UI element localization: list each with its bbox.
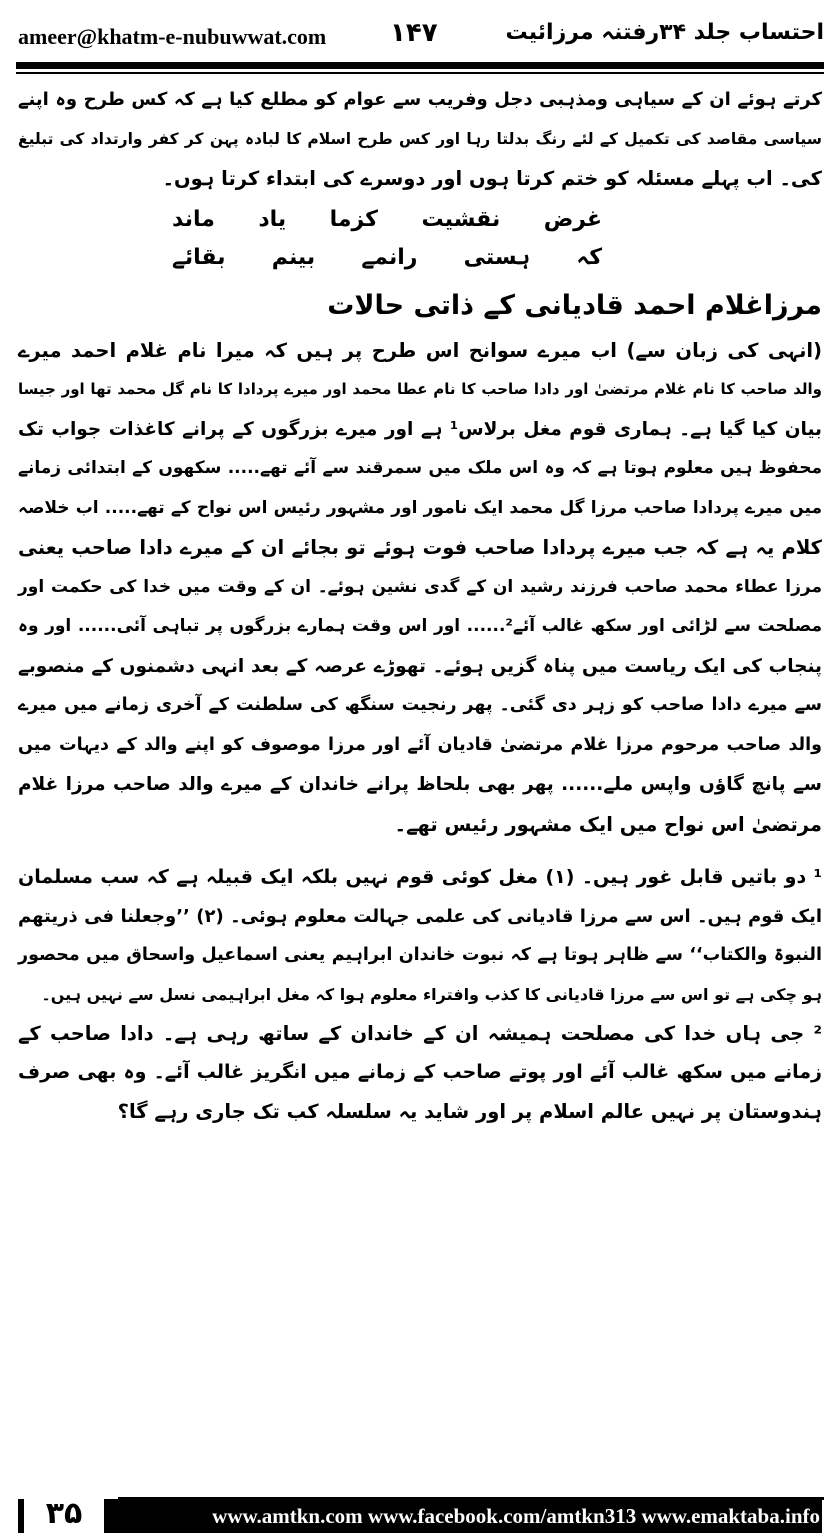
text-line: محفوظ ہیں معلوم ہوتا ہے کہ وہ اس ملک میں سمرقند سے آئے تھے..... سکھوں کے ابتدائی زمانے (18, 458, 822, 478)
footnote-2 (18, 1014, 822, 1131)
intro-paragraph (18, 80, 822, 199)
text-line: مرتضیٰ اس نواح میں ایک مشہور رئیس تھے۔ (394, 812, 822, 836)
text-line: کی۔ اب پہلے مسئلہ کو ختم کرتا ہوں اور دوسرے کی ابتداء کرتا ہوں۔ (162, 167, 822, 190)
text-line: کرتے ہوئے ان کے سیاہی ومذہبی دجل وفریب سے عوام کو مطلع کیا ہے کہ کس طرح وہ اپنے (18, 89, 822, 110)
persian-couplet (172, 201, 602, 277)
header-page-number: ۱۴۷ (390, 18, 438, 48)
text-line: ایک قوم ہیں۔ اس سے مرزا قادیانی کی علمی جہالت معلوم ہوئی۔ (۲) ’’وجعلنا فی ذریتھم (18, 906, 822, 927)
section-heading: مرزاغلام احمد قادیانی کے ذاتی حالات (327, 289, 822, 321)
text-line: ہندوستان پر نہیں عالم اسلام پر اور شاید یہ سلسلہ کب تک جاری رہے گا؟ (117, 1100, 822, 1123)
text-line: (انہی کی زبان سے) اب میرے سوانح اس طرح پر ہیں کہ میرا نام غلام احمد میرے (18, 338, 822, 362)
text-line: والد صاحب کا نام غلام مرتضیٰ اور دادا صاحب کا نام عطا محمد اور میرے پردادا کا نام گل محمد تھا اور جیسا (18, 380, 822, 398)
couplet-line-2 (172, 239, 602, 277)
page-header (18, 8, 824, 50)
header-thick-rule (16, 62, 824, 69)
text-line: کلام یہ ہے کہ جب میرے پردادا صاحب فوت ہوئے تو بجائے ان کے میرے دادا صاحب یعنی (18, 536, 822, 559)
text-line: مصلحت سے لڑائی اور سکھ غالب آئے²...... اور اس وقت ہمارے بزرگوں پر تباہی آئی...... اور وہ (18, 616, 822, 636)
couplet-word: کہ (576, 244, 602, 270)
page-body (18, 80, 822, 1131)
couplet-word: نقشیت (421, 206, 501, 232)
couplet-word: بقائے (172, 244, 226, 270)
text-line: زمانے میں سکھ غالب آئے اور پوتے صاحب کے زمانے میں انگریز غالب آئے۔ وہ بھی صرف (18, 1061, 822, 1083)
running-title: احتساب جلد ۳۴رفتنہ مرزائیت (505, 20, 824, 45)
text-line: مرزا عطاء محمد صاحب فرزند رشید ان کے گدی نشین ہوئے۔ ان کے وقت میں خدا کی حکمت اور (18, 576, 822, 597)
text-line: ¹ دو باتیں قابل غور ہیں۔ (۱) مغل کوئی قوم نہیں بلکہ ایک قبیلہ ہے کہ سب مسلمان (18, 866, 822, 888)
couplet-word: یاد (258, 206, 287, 232)
text-line: پنجاب کی ایک ریاست میں پناہ گزیں ہوئے۔ تھوڑے عرصہ کے بعد انہی دشمنوں کے منصوبے (18, 655, 822, 677)
couplet-word: غرض (543, 206, 602, 232)
couplet-word: ماند (172, 206, 215, 232)
text-line: والد صاحب مرحوم مرزا غلام مرتضیٰ قادیان آئے اور مرزا موصوف کو اپنے والد کے دیہات میں (18, 734, 822, 755)
footnote-1 (18, 858, 822, 1014)
text-line: سے پانچ گاؤں واپس ملے...... پھر بھی بلحاظ پرانے خاندان کے میرے والد صاحب مرزا غلام (18, 774, 822, 795)
text-line: ² جی ہاں خدا کی مصلحت ہمیشہ ان کے خاندان کے ساتھ رہی ہے۔ دادا صاحب کے (18, 1022, 822, 1045)
footer-links[interactable]: www.amtkn.com www.facebook.com/amtkn313 www.emaktaba.info (212, 1504, 820, 1528)
text-line: النبوۃ والکتاب‘‘ سے ظاہر ہوتا ہے کہ نبوت خاندان ابراہیم یعنی اسماعیل واسحاق میں محصور (18, 945, 822, 965)
footnotes (18, 858, 822, 1131)
header-thin-rule (16, 72, 824, 74)
text-line: میں میرے پردادا صاحب مرزا گل محمد ایک نامور اور مشہور رئیس اس نواح کے تھے..... اب خلاصہ (18, 497, 822, 518)
couplet-line-1 (172, 201, 602, 239)
header-email: ameer@khatm-e-nubuwwat.com (18, 24, 327, 49)
couplet-word: کزما (329, 206, 378, 232)
text-line: سیاسی مقاصد کی تکمیل کے لئے رنگ بدلتا رہا اور کس طرح اسلام کا لبادہ پہن کر کفر وارتداد کی تبلیغ (18, 129, 822, 148)
text-line: سے میرے دادا صاحب کو زہر دی گئی۔ پھر رنجیت سنگھ کی سلطنت کے آخری زمانے میں میرے (18, 695, 822, 715)
couplet-word: ہستی (463, 244, 531, 270)
text-line: ہو چکی ہے تو اس سے مرزا قادیانی کا کذب وافتراء معلوم ہوا کہ مغل ابراہیمی نسل سے نہیں ہیں۔ (41, 985, 822, 1004)
couplet-word: رانمے (361, 244, 418, 270)
main-paragraph (18, 331, 822, 845)
couplet-word: بینم (271, 244, 316, 270)
footer-page-number: ۳۵ (24, 1494, 104, 1534)
text-line: بیان کیا گیا ہے۔ ہماری قوم مغل برلاس¹ ہے اور میرے بزرگوں کے پرانے کاغذات جواب تک (18, 418, 822, 440)
